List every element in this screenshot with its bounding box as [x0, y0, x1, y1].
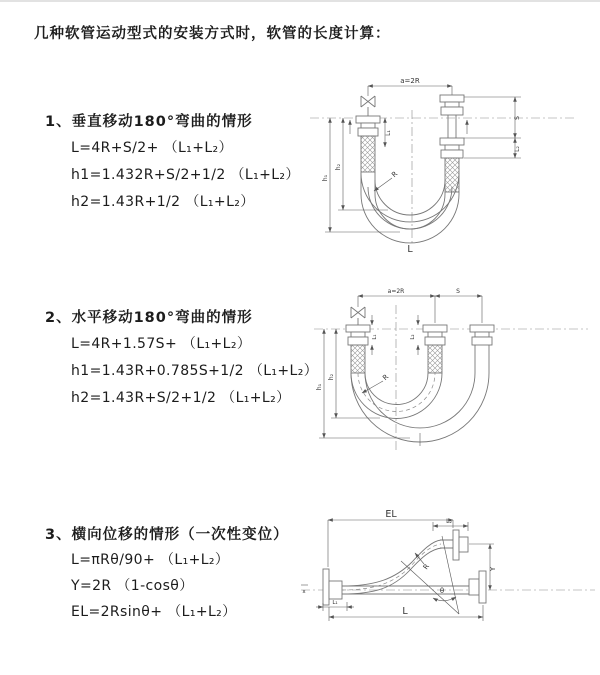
section2-formula-1: L=4R+1.57S+ （L₁+L₂）	[71, 336, 252, 352]
d2-label-l1: L₁	[372, 334, 378, 340]
dimension-l1	[372, 315, 378, 355]
d3-label-x: x	[302, 589, 306, 595]
d1-label-r: R	[390, 169, 400, 180]
dimension-s	[464, 97, 521, 158]
d2-label-l2: L₂	[410, 334, 416, 340]
straight-pipe-original-position	[342, 571, 486, 603]
d1-label-s: S	[514, 116, 521, 120]
d1-label-l2: L₂	[514, 146, 521, 152]
page-title: 几种软管运动型式的安装方式时，软管的长度计算：	[34, 26, 391, 42]
d1-label-a2r: a=2R	[400, 77, 420, 85]
dimension-l2	[514, 138, 521, 158]
d3-label-el: EL	[385, 509, 397, 520]
d2-label-h2: h₂	[328, 373, 335, 381]
d3-label-l: L	[402, 606, 408, 617]
d1-label-h1: h₁	[322, 174, 329, 182]
d3-label-l2: L₂	[446, 518, 452, 525]
left-end-fitting	[356, 116, 380, 172]
dimension-s	[435, 288, 482, 296]
section3-heading: 3、横向位移的情形（一次性变位）	[45, 527, 289, 543]
section2-formula-3: h2=1.43R+S/2+1/2 （L₁+L₂）	[71, 390, 291, 406]
hose-u-bend-shifted	[351, 355, 489, 446]
braided-hose-section	[428, 345, 442, 373]
section2-formula-2: h1=1.43R+0.785S+1/2 （L₁+L₂）	[71, 363, 319, 379]
center-end-fitting	[423, 325, 447, 373]
hose-u-bend	[361, 169, 459, 243]
dimension-el	[328, 509, 453, 567]
dimension-l1	[316, 600, 354, 611]
diagram-horizontal-180-bend	[300, 283, 600, 470]
d1-label-l: L	[407, 244, 413, 255]
d2-label-r: R	[381, 372, 391, 383]
left-end-fitting	[346, 325, 370, 373]
section1-formula-3: h2=1.43R+1/2 （L₁+L₂）	[71, 194, 255, 210]
d2-label-a2r: a=2R	[387, 288, 405, 295]
d3-label-l1: L₁	[332, 600, 338, 606]
d1-label-h2: h₂	[335, 163, 342, 171]
radius-callout	[374, 170, 399, 191]
d2-label-h1: h₁	[316, 383, 323, 391]
shifted-end-fitting	[470, 325, 494, 355]
d3-label-r: R	[421, 562, 432, 572]
dimension-l	[329, 605, 483, 621]
valve-icon	[351, 307, 365, 325]
d3-label-y: Y	[489, 566, 497, 572]
page-top-border	[0, 0, 600, 2]
d2-label-s: S	[456, 288, 460, 295]
diagram-vertical-180-bend	[300, 70, 590, 265]
braided-hose-section	[361, 136, 375, 172]
hose-s-curve-displaced	[342, 530, 468, 594]
d3-label-theta: θ	[439, 587, 445, 595]
section1-heading: 1、垂直移动180°弯曲的情形	[45, 114, 253, 130]
section3-formula-1: L=πRθ/90+ （L₁+L₂）	[71, 552, 230, 568]
section1-formula-1: L=4R+S/2+ （L₁+L₂）	[71, 140, 233, 156]
valve-icon	[361, 96, 375, 116]
hose-u-bend-original	[351, 373, 442, 419]
diagram-lateral-displacement	[293, 503, 600, 660]
right-pipe-assembly	[440, 95, 464, 192]
dimension-l1	[385, 118, 392, 147]
d1-label-l1: L₁	[385, 130, 392, 136]
section1-formula-2: h1=1.432R+S/2+1/2 （L₁+L₂）	[71, 167, 300, 183]
dimension-a2r	[358, 288, 482, 323]
dimension-a2r	[368, 77, 452, 96]
dimension-l2	[410, 315, 418, 355]
braided-hose-section	[351, 345, 365, 373]
section2-heading: 2、水平移动180°弯曲的情形	[45, 310, 253, 326]
section3-formula-2: Y=2R （1-cosθ）	[71, 578, 194, 594]
section3-formula-3: EL=2Rsinθ+ （L₁+L₂）	[71, 604, 237, 620]
